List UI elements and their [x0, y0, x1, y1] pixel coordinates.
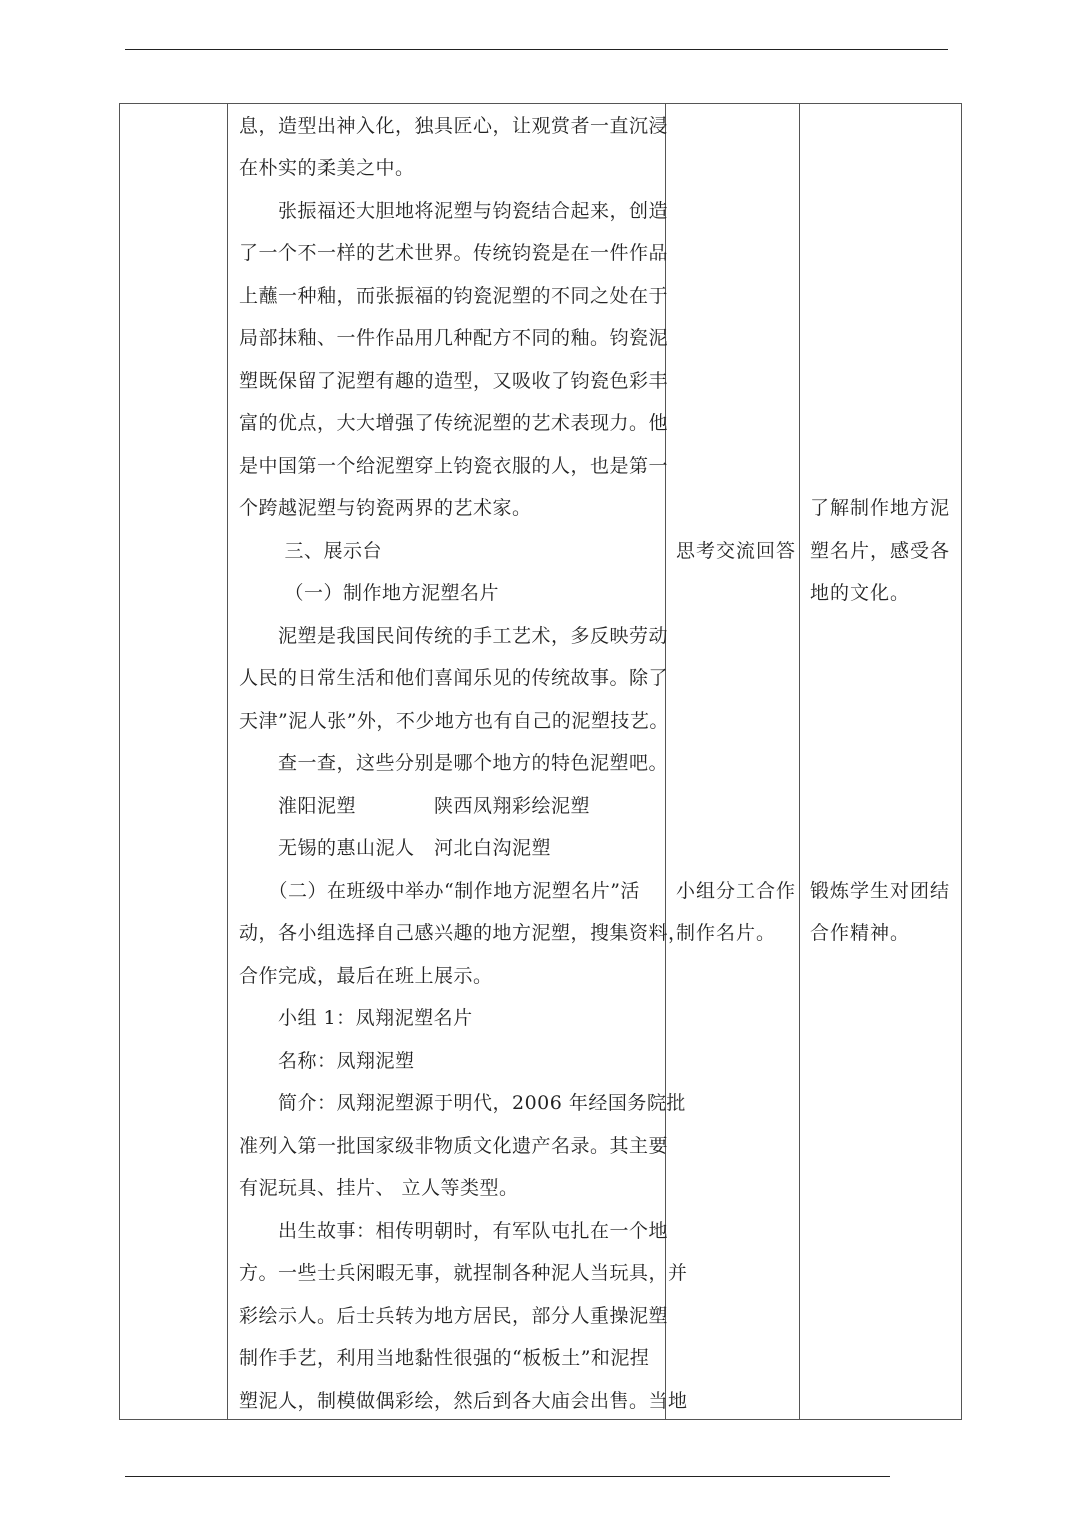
subsection-heading: （二）在班级中举办“制作地方泥塑名片”活 [239, 880, 640, 902]
content-line: 小组 1：凤翔泥塑名片 [239, 1007, 473, 1029]
content-line: 动，各小组选择自己感兴趣的地方泥塑，搜集资料， [239, 922, 688, 944]
content-line: 局部抹釉、一件作品用几种配方不同的釉。钧瓷泥 [239, 327, 669, 349]
content-line: 息，造型出神入化，独具匠心，让观赏者一直沉浸 [239, 115, 669, 137]
content-line: 人民的日常生活和他们喜闻乐见的传统故事。除了 [239, 667, 669, 689]
content-line: 天津”泥人张”外，不少地方也有自己的泥塑技艺。 [239, 710, 669, 732]
content-line: 合作完成，最后在班上展示。 [239, 965, 493, 987]
subsection-heading: （一）制作地方泥塑名片 [239, 582, 500, 604]
content-line: 张振福还大胆地将泥塑与钧瓷结合起来，创造 [239, 200, 669, 222]
content-line: 简介：凤翔泥塑源于明代，2006 年经国务院批 [239, 1092, 686, 1114]
content-line: 有泥玩具、挂片、 立人等类型。 [239, 1177, 519, 1199]
content-line: 在朴实的柔美之中。 [239, 157, 415, 179]
section-heading: 三、展示台 [239, 540, 383, 562]
content-line: 制作手艺，利用当地黏性很强的“板板土”和泥捏 [239, 1347, 650, 1369]
content-line: 查一查，这些分别是哪个地方的特色泥塑吧。 [239, 752, 669, 774]
content-line: 准列入第一批国家级非物质文化遗产名录。其主要 [239, 1135, 669, 1157]
lesson-table [119, 103, 962, 1420]
content-line: 泥塑是我国民间传统的手工艺术，多反映劳动 [239, 625, 669, 647]
design-intent: 合作精神。 [810, 922, 911, 944]
design-intent: 锻炼学生对团结 [810, 880, 951, 902]
content-line: 出生故事：相传明朝时，有军队屯扎在一个地 [239, 1220, 669, 1242]
content-line: 塑泥人，制模做偶彩绘，然后到各大庙会出售。当地 [239, 1390, 688, 1412]
content-line: 方。一些士兵闲暇无事，就捏制各种泥人当玩具，并 [239, 1262, 688, 1284]
design-intent: 了解制作地方泥 [810, 497, 951, 519]
content-line: 塑既保留了泥塑有趣的造型，又吸收了钧瓷色彩丰 [239, 370, 669, 392]
content-line: 名称：凤翔泥塑 [239, 1050, 415, 1072]
content-line: 彩绘示人。后士兵转为地方居民，部分人重操泥塑 [239, 1305, 669, 1327]
design-intent: 塑名片，感受各 [810, 540, 951, 562]
student-activity: 思考交流回答 [676, 540, 797, 562]
student-activity: 小组分工合作 [676, 880, 797, 902]
student-activity: 制作名片。 [676, 922, 777, 944]
content-line: 富的优点，大大增强了传统泥塑的艺术表现力。他 [239, 412, 669, 434]
design-intent: 地的文化。 [810, 582, 911, 604]
content-line: 淮阳泥塑 陕西凤翔彩绘泥塑 [239, 795, 591, 817]
content-line: 上蘸一种釉，而张振福的钧瓷泥塑的不同之处在于 [239, 285, 669, 307]
header-rule [125, 49, 948, 50]
footer-rule [125, 1476, 890, 1477]
content-line: 个跨越泥塑与钧瓷两界的艺术家。 [239, 497, 532, 519]
content-line: 是中国第一个给泥塑穿上钧瓷衣服的人，也是第一 [239, 455, 669, 477]
content-line: 无锡的惠山泥人 河北白沟泥塑 [239, 837, 552, 859]
content-line: 了一个不一样的艺术世界。传统钧瓷是在一件作品 [239, 242, 669, 264]
column-divider [799, 104, 800, 1419]
column-divider [227, 104, 228, 1419]
